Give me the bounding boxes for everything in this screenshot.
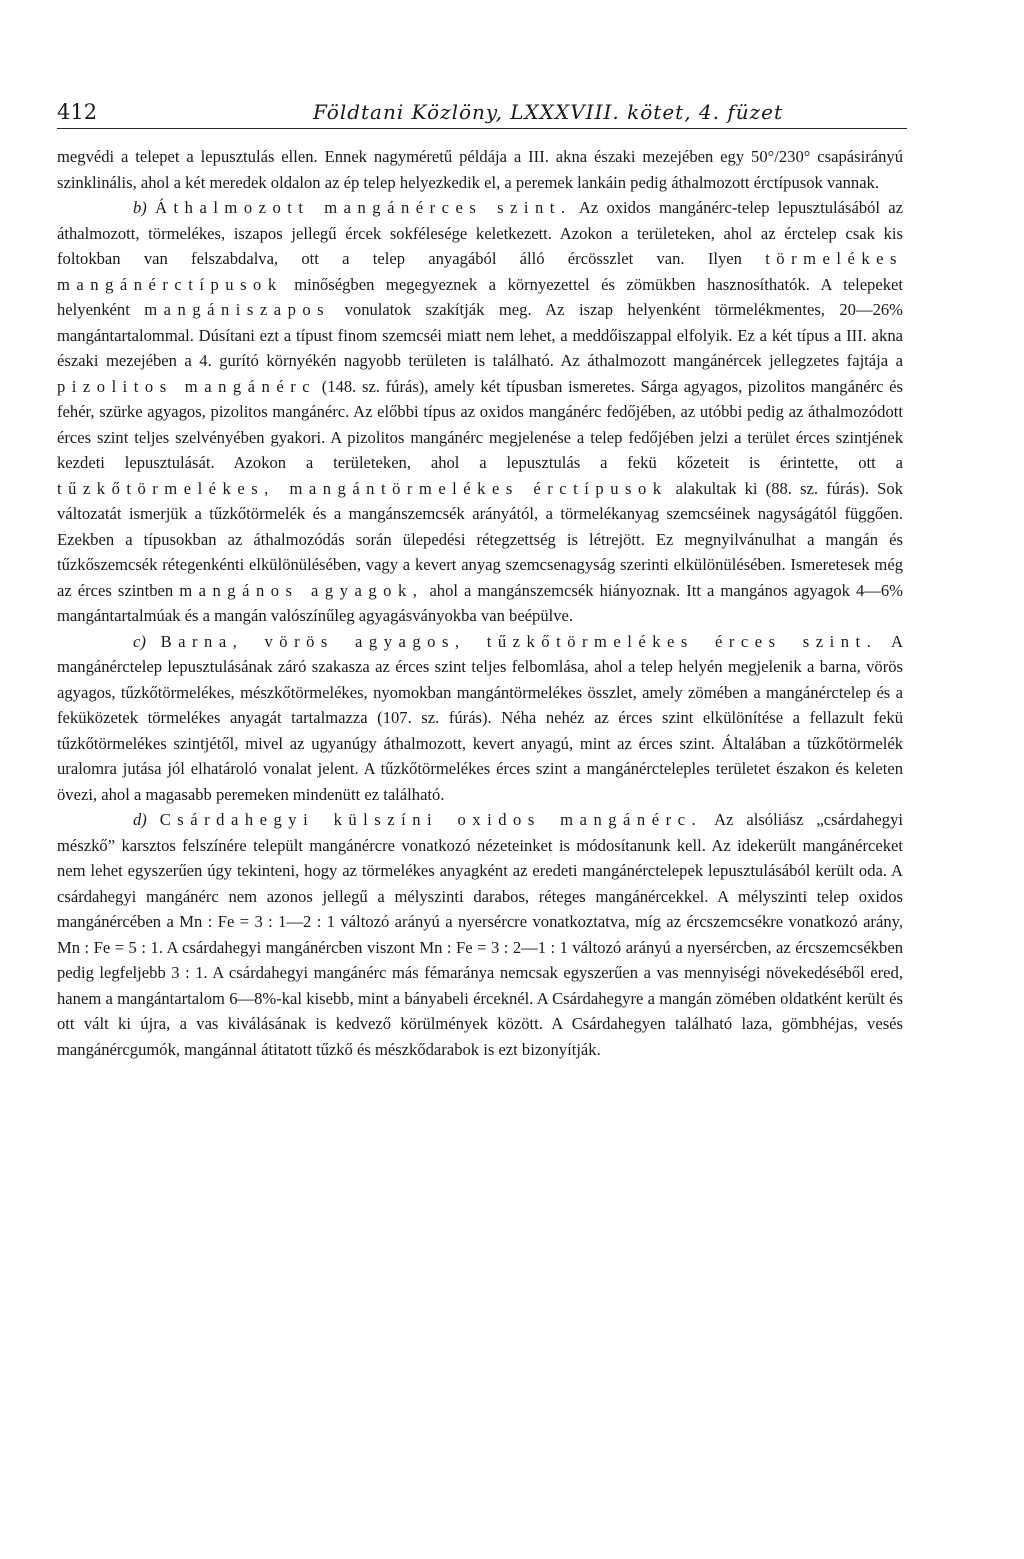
section-b-heading: Áthalmozott mangánérces szint. [155,198,572,217]
section-b-text-1: Az oxidos mangánérc-telep lepusztulásából az áthalmozott, törmelékes, iszapos jellegű ércek sokfélesége keletkezett. Azokon a területeken, ahol az érctelep csak kis foltokban van felszabdalva, ott a telep anyagából álló ércösszlet van. Ilyen [57,198,903,268]
section-d-paragraph [57,807,903,1062]
section-c-paragraph [57,629,903,808]
section-b-text-3: vonulatok szakítják meg. Az iszap helyenként törmelékmentes, 20—26% mangántartalommal. Dúsítani ezt a típust finom szemcséi miatt nem lehet, a meddőiszappal elfolyik. Ez a két típus a III. akna északi mezejében a 4. gurító környékén nagyobb területen is található. Az áthalmozott mangánércek jellegzetes fajtája a [57,300,903,370]
paragraph-intro-text: megvédi a telepet a lepusztulás ellen. Ennek nagyméretű példája a III. akna északi mezejében egy 50°/230° csapásirányú szinklinális, ahol a két meredek oldalon az ép telep helyezkedik el, a peremek lankáin pedig áthalmozott érctípusok vannak. [57,147,903,192]
section-b-label: b) [133,198,147,217]
term-pizolitos-manganerc: pizolitos mangánérc [57,376,317,396]
section-b-text-2: minőségben megegyeznek a környezettel és zömükben hasznosíthatók. A telepeket helyenként [57,274,903,319]
term-tormelekes-mangancrctipusok: törmelékes mangánérctípusok [57,249,903,294]
section-c-text: A mangánérctelep lepusztulásának záró szakasza az érces szint teljes felbomlása, ahol a telep helyén megjelenik a barna, vörös agyagos, tűzkőtörmelékes, mészkőtörmelékes, nyomokban mangántörmelékes összlet, amely zömében a mangánérctelep és a feküközetek törmelékes anyagát tartalmazza (107. sz. fúrás). Néha nehéz az érces szint elkülönítése a fellazult fekü tűzkőtörmelékes szintjétől, mivel az ugyanúgy áthalmozott, kevert anyagú, mint az érces szint. Általában a tűzkőtörmelék uralomra jutása jól elhatároló vonalat jelent. A tűzkőtörmelékes érces szint a mangánércteleples területet északon és keleten övezi, ahol a magasabb peremeken mindenütt ez található. [57,631,903,804]
running-header [57,98,907,129]
section-d-label: d) [133,810,147,829]
term-manganos-agyagok: mangános agyagok, [179,580,424,600]
section-d-heading: Csárdahegyi külszíni oxidos mangánérc. [159,810,703,829]
article-body [57,144,903,1062]
section-d-text: Az alsóliász „csárdahegyi mészkő” karsztos felszínére települt mangánércre vonatkozó nézeteinket is módosítanunk kell. Az idekerült mangánérceket nem lehet egyszerűen úgy tekinteni, hogy az törmelékes anyagként az eredeti mangánérctelepek lepusztulásából került oda. A csárdahegyi mangánérc nem azonos jellegű a mélyszinti darabos, réteges mangánércekkel. A mélyszinti telep oxidos mangánércében a Mn : Fe = 3 : 1—2 : 1 változó arányú a nyersércre vonatkoztatva, míg az ércszemcsékre vonatkozó arány, Mn : Fe = 5 : 1. A csárdahegyi mangánércben viszont Mn : Fe = 3 : 2—1 : 1 változó arányú a nyersércben, az ércszemcsékben pedig legfeljebb 3 : 1. A csárdahegyi mangánérc más fémaránya nemcsak egyszerűen a vas mennyiségi növekedéséből ered, hanem a mangántartalom 6—8%-kal kisebb, mint a bányabeli érceknél. A Csárdahegyre a mangán zömében oldatként került és ott vált ki újra, a vas kiválásának is kedvező körülmények között. A Csárdahegyen található laza, gömbhéjas, vesés mangánércgumók, mangánnal átitatott tűzkő és mészkődarabok is ezt bizonyítják. [57,810,904,1059]
section-c-heading: Barna, vörös agyagos, tűzkőtörmelékes érces szint. [160,631,878,651]
section-c-label: c) [133,631,146,651]
journal-title: Földtani Közlöny, LXXXVIII. kötet, 4. füzet [313,100,784,124]
page-number: 412 [57,100,98,124]
section-b-text-4: (148. sz. fúrás), amely két típusban ismeretes. Sárga agyagos, pizolitos mangánérc és fehér, szürke agyagos, pizolitos mangánérc. Az előbbi típus az oxidos mangánérc fedőjében, az utóbbi pedig az áthalmozódott érces szint teljes szelvényében gyakori. A pizolitos mangánérc megjelenése a telep fedőjében jelzi a terület érces szintjének kezdeti lepusztulását. Azokon a területeken, ahol a lepusztulás a fekü kőzeteit is érintette, ott a [57,376,903,472]
section-b-text-5: alakultak ki (88. sz. fúrás). Sok változatát ismerjük a tűzkőtörmelék és a mangánszemcsék arányától, a törmelékanyag szemcséinek nagyságától függően. Ezekben a típusokban az áthalmozódás során ülepedési rétegzettség is létrejött. Ez megnyilvánulhat a mangán és tűzkőszemcsék rétegenkénti elkülönülésében, vagy a kevert anyag szemcsenagyság szerinti elkülönülésében. Ismeretesek még az érces szintben [57,478,903,600]
paragraph-intro [57,144,903,195]
section-b-paragraph [57,195,903,629]
term-manganiszapos: mangániszapos [144,300,331,319]
term-tuzkotormelekes-erctipusok: tűzkőtörmelékes, mangántörmelékes érctípusok [57,478,668,498]
section-b-text-6: ahol a mangánszemcsék hiányoznak. Itt a mangános agyagok 4—6% mangántartalmúak és a mangán valószínűleg agyagásványokba van beépülve. [57,580,903,625]
